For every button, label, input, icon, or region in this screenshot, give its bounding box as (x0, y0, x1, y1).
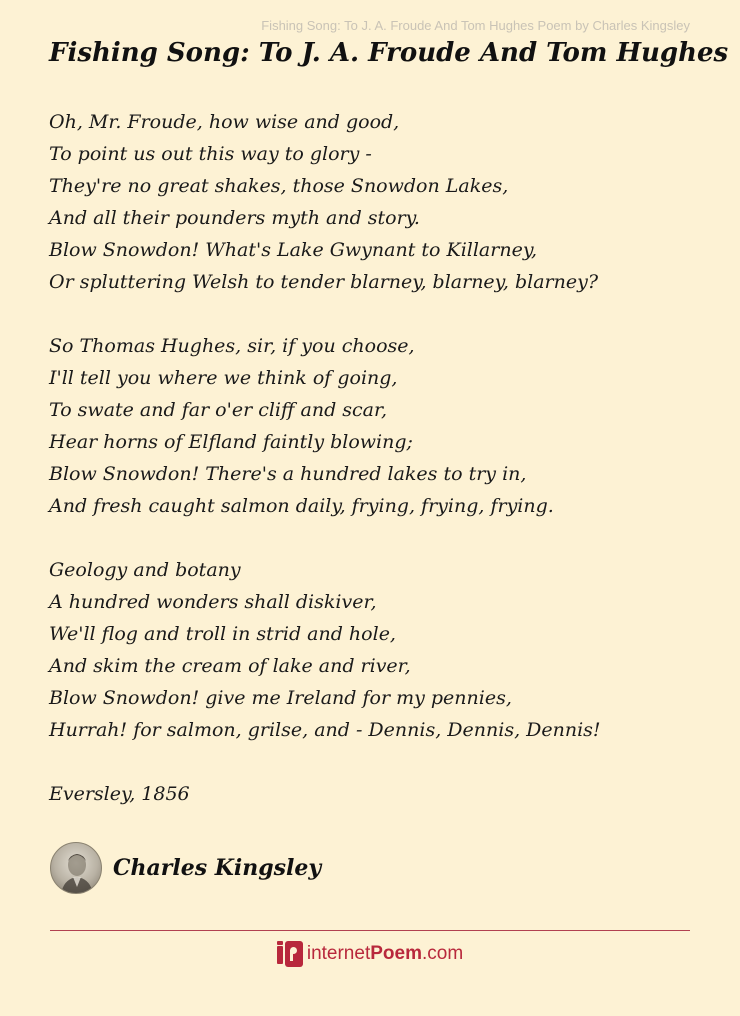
poem-line: Blow Snowdon! There's a hundred lakes to try in, (49, 463, 527, 485)
poem-title: Fishing Song: To J. A. Froude And Tom Hughes (49, 38, 729, 68)
poem-line: To point us out this way to glory - (49, 143, 372, 165)
poem-line: Hurrah! for salmon, grilse, and - Dennis, Dennis, Dennis! (49, 719, 601, 741)
poem-line: A hundred wonders shall diskiver, (49, 591, 377, 613)
author-block[interactable] (50, 842, 321, 894)
poem-line: Blow Snowdon! What's Lake Gwynant to Killarney, (49, 239, 538, 261)
poem-line: They're no great shakes, those Snowdon Lakes, (49, 175, 509, 197)
poem-line: And skim the cream of lake and river, (49, 655, 411, 677)
author-name[interactable]: Charles Kingsley (113, 855, 322, 881)
stanza-3 (49, 554, 709, 746)
stanza-1 (49, 106, 709, 298)
brand-part-poem: Poem (370, 943, 422, 964)
poem-body (49, 106, 709, 810)
poem-line: Hear horns of Elfland faintly blowing; (49, 431, 413, 453)
internetpoem-logo-icon[interactable] (277, 941, 303, 967)
poem-line: Blow Snowdon! give me Ireland for my pennies, (49, 687, 512, 709)
portrait-icon (51, 843, 102, 894)
brand-part-com: .com (421, 943, 464, 964)
brand-part-internet: internet (306, 943, 371, 964)
poem-line: Geology and botany (49, 559, 241, 581)
stanza-2 (49, 330, 709, 522)
poem-line: I'll tell you where we think of going, (49, 367, 398, 389)
poem-line: Oh, Mr. Froude, how wise and good, (49, 111, 400, 133)
poem-line: Or spluttering Welsh to tender blarney, blarney, blarney? (49, 271, 599, 293)
poem-line: And all their pounders myth and story. (49, 207, 420, 229)
page-caption: Fishing Song: To J. A. Froude And Tom Hughes Poem by Charles Kingsley (261, 18, 690, 33)
footer-divider (50, 930, 690, 931)
poem-line: We'll flog and troll in strid and hole, (49, 623, 396, 645)
poem-line: To swate and far o'er cliff and scar, (49, 399, 388, 421)
site-brand-link[interactable] (307, 943, 463, 965)
poem-line: So Thomas Hughes, sir, if you choose, (49, 335, 415, 357)
poem-signoff: Eversley, 1856 (49, 783, 190, 805)
author-portrait[interactable] (50, 842, 102, 894)
site-footer[interactable] (0, 941, 740, 967)
poem-line: And fresh caught salmon daily, frying, frying, frying. (49, 495, 554, 517)
